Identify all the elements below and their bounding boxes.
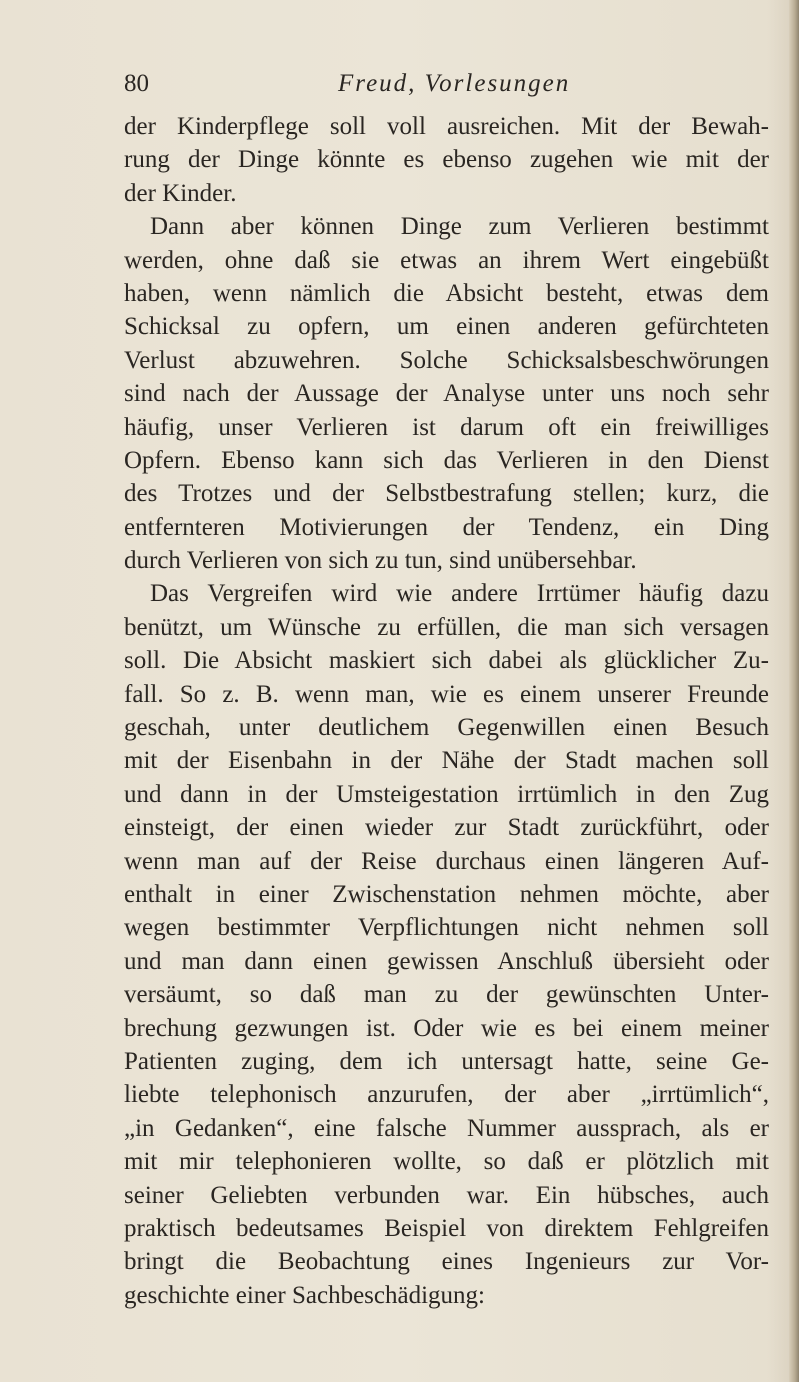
text-line: und dann in der Umsteigestation irrtümlich in den Zug [124, 780, 769, 808]
page-number: 80 [124, 70, 149, 97]
page-header [124, 66, 774, 106]
text-line: geschichte einer Sachbeschädigung: [124, 1281, 485, 1309]
text-line: versäumt, so daß man zu der gewünschten Unter- [124, 981, 769, 1009]
text-line: fall. So z. B. wenn man, wie es einem unserer Freunde [124, 680, 769, 708]
text-line: der Kinderpflege soll voll ausreichen. Mit der Bewah- [124, 113, 769, 140]
body-text [124, 110, 769, 1312]
text-line: mit der Eisenbahn in der Nähe der Stadt machen soll [124, 747, 769, 775]
text-line: enthalt in einer Zwischenstation nehmen möchte, aber [124, 880, 769, 908]
text-line: mit mir telephonieren wollte, so daß er plötzlich mit [124, 1148, 769, 1176]
text-line: Verlust abzuwehren. Solche Schicksalsbeschwörungen [124, 346, 769, 374]
text-line: geschah, unter deutlichem Gegenwillen einen Besuch [124, 714, 769, 742]
text-line: bringt die Beobachtung eines Ingenieurs zur Vor- [124, 1248, 769, 1276]
text-line: sind nach der Aussage der Analyse unter uns noch sehr [124, 380, 769, 408]
text-line: Patienten zuging, dem ich untersagt hatte, seine Ge- [124, 1047, 769, 1075]
text-line: wegen bestimmter Verpflichtungen nicht nehmen soll [124, 914, 769, 942]
text-line: wenn man auf der Reise durchaus einen längeren Auf- [124, 847, 769, 875]
text-line: der Kinder. [124, 179, 237, 207]
text-line: „in Gedanken“, eine falsche Nummer aussprach, als er [124, 1114, 769, 1142]
text-line: durch Verlieren von sich zu tun, sind unübersehbar. [124, 547, 637, 575]
text-line: rung der Dinge könnte es ebenso zugehen wie mit der [124, 146, 769, 174]
page-edge [789, 0, 799, 1382]
text-line: Opfern. Ebenso kann sich das Verlieren in den Dienst [124, 446, 769, 474]
text-line: praktisch bedeutsames Beispiel von direktem Fehlgreifen [124, 1214, 769, 1242]
text-line: und man dann einen gewissen Anschluß übersieht oder [124, 947, 769, 975]
text-line: häufig, unser Verlieren ist darum oft ein freiwilliges [124, 413, 769, 441]
text-line: seiner Geliebten verbunden war. Ein hübsches, auch [124, 1181, 769, 1209]
text-line: Schicksal zu opfern, um einen anderen gefürchteten [124, 313, 769, 341]
text-line: liebte telephonisch anzurufen, der aber „irrtümlich“, [124, 1081, 769, 1109]
text-line: entfernteren Motivierungen der Tendenz, ein Ding [124, 513, 769, 541]
text-line: des Trotzes und der Selbstbestrafung stellen; kurz, die [124, 480, 769, 508]
text-line: brechung gezwungen ist. Oder wie es bei einem meiner [124, 1014, 769, 1042]
text-line: werden, ohne daß sie etwas an ihrem Wert eingebüßt [124, 246, 769, 274]
text-line: haben, wenn nämlich die Absicht besteht, etwas dem [124, 279, 769, 307]
text-line: benützt, um Wünsche zu erfüllen, die man sich versagen [124, 613, 769, 641]
text-line: Dann aber können Dinge zum Verlieren bestimmt [150, 213, 769, 241]
running-title: Freud, Vorlesungen [338, 70, 571, 97]
text-line: Das Vergreifen wird wie andere Irrtümer häufig dazu [150, 580, 769, 608]
text-line: einsteigt, der einen wieder zur Stadt zurückführt, oder [124, 814, 769, 842]
text-line: soll. Die Absicht maskiert sich dabei als glücklicher Zu- [124, 647, 769, 675]
